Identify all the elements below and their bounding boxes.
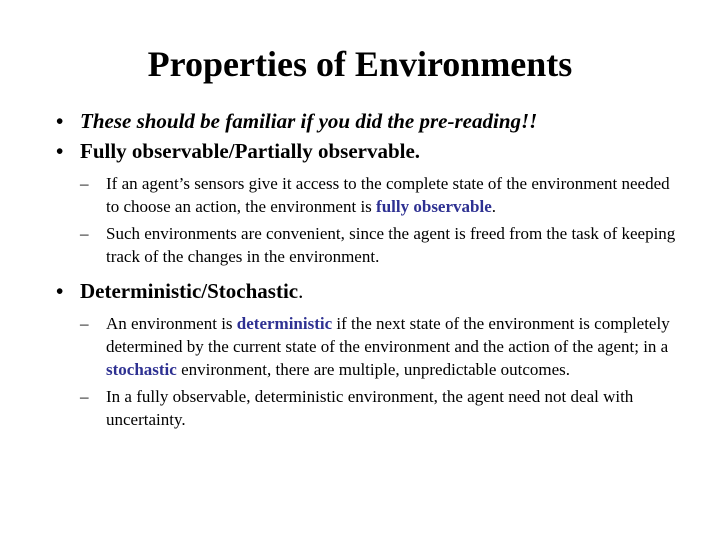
bullet-text: Fully observable/Partially observable. — [80, 139, 421, 163]
bullet-suffix: . — [298, 279, 304, 303]
term-stochastic: stochastic — [106, 360, 177, 379]
dash-marker: – — [80, 174, 89, 193]
slide-title: Properties of Environments — [147, 44, 573, 84]
sub-bullet-text: In a fully observable, deterministic environment, the agent need not deal with uncertainty. — [106, 387, 634, 429]
bullet-pre-reading — [56, 106, 696, 136]
bullet-marker: • — [56, 279, 64, 303]
sub-bullet-text: If an agent’s sensors give it access to the complete state of the environment needed to choose an action, the environment is — [106, 174, 670, 216]
sub-bullet-text-mid: if the next state of the environment is completely determined by the current state of the environment and the action of the agent; in a — [106, 314, 670, 356]
bullet-deterministic — [56, 276, 696, 306]
term-deterministic: deterministic — [236, 314, 333, 333]
sub-bullet-text: An environment is — [106, 314, 237, 333]
bullet-list — [56, 106, 696, 439]
sub-bullet-suffix: . — [491, 197, 496, 216]
dash-marker: – — [80, 314, 89, 333]
sub-bullet-deterministic-def — [56, 312, 681, 381]
sub-bullet-text: Such environments are convenient, since the agent is freed from the task of keeping track of the changes in the environment. — [106, 224, 676, 266]
deterministic-sub-list — [56, 312, 696, 431]
sub-bullet-fully-observable — [56, 172, 681, 218]
bullet-marker: • — [56, 139, 64, 163]
observable-sub-list — [56, 172, 696, 268]
term-fully-observable: fully observable — [376, 197, 492, 216]
bullet-text: Deterministic/Stochastic — [80, 279, 299, 303]
dash-marker: – — [80, 224, 89, 243]
dash-marker: – — [80, 387, 89, 406]
bullet-observable — [56, 136, 696, 166]
sub-bullet-uncertainty — [56, 385, 681, 431]
bullet-marker: • — [56, 109, 64, 133]
sub-bullet-text-end: environment, there are multiple, unpredictable outcomes. — [176, 360, 571, 379]
bullet-text: These should be familiar if you did the pre-reading!! — [80, 109, 538, 133]
sub-bullet-convenient — [56, 222, 681, 268]
